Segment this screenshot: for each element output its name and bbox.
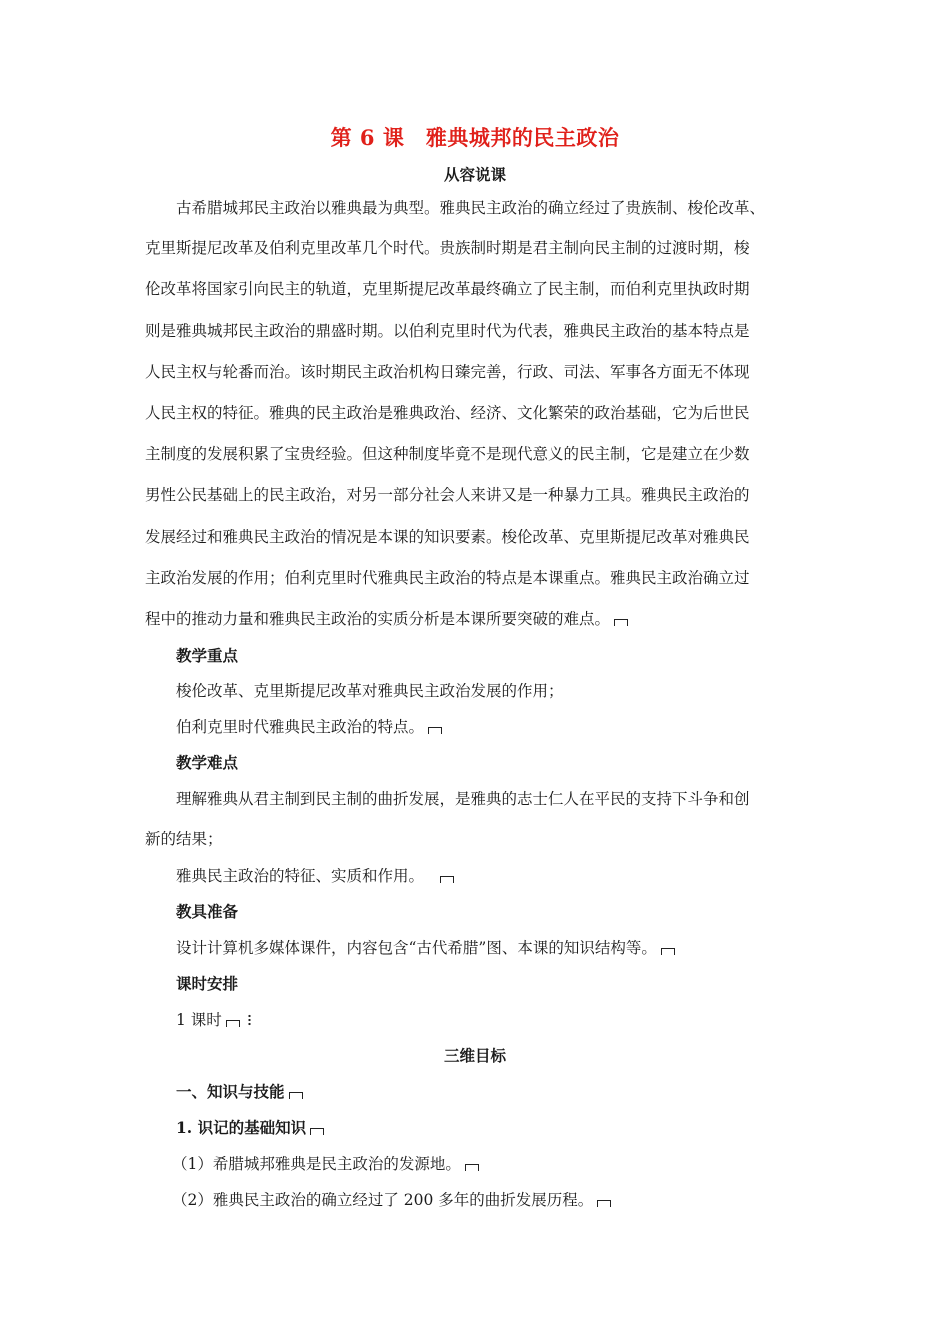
paragraph-mark-icon [661,948,675,955]
tools-text-line [176,938,675,958]
difficulty-line [176,866,454,886]
intro-paragraph-line: 男性公民基础上的民主政治，对另一部分社会人来讲又是一种暴力工具。雅典民主政治的 [145,486,750,504]
lesson-title: 第 6 课 雅典城邦的民主政治 [330,125,620,150]
anchor-dots-icon [248,1014,251,1026]
key-point-item [176,717,442,737]
objective-item-text: （1）希腊城邦雅典是民主政治的发源地。 [172,1155,461,1173]
objective-item [172,1154,479,1174]
difficulty-text: 雅典民主政治的特征、实质和作用。 [176,867,425,885]
intro-paragraph-line: 克里斯提尼改革及伯利克里改革几个时代。贵族制时期是君主制向民主制的过渡时期，梭 [145,239,750,257]
key-point-text: 伯利克里时代雅典民主政治的特点。 [176,718,425,736]
tools-text: 设计计算机多媒体课件，内容包含“古代希腊”图、本课的知识结构等。 [176,939,657,957]
paragraph-mark-icon [614,619,628,626]
intro-paragraph-line-last [145,609,628,629]
objective-item-text: （2）雅典民主政治的确立经过了 200 多年的曲折发展历程。 [172,1191,594,1209]
objective-1-subheading-text: 1. 识记的基础知识 [176,1118,307,1137]
schedule-heading: 课时安排 [176,974,239,993]
objective-1-heading-text: 一、知识与技能 [176,1082,285,1101]
objective-item [172,1190,611,1210]
objectives-heading: 三维目标 [443,1046,506,1065]
objective-1-subheading [176,1118,324,1138]
paragraph-mark-icon [310,1128,324,1135]
intro-paragraph-line: 则是雅典城邦民主政治的鼎盛时期。以伯利克里时代为代表，雅典民主政治的基本特点是 [145,322,750,340]
difficulties-heading: 教学难点 [176,753,239,772]
intro-paragraph-line: 主制度的发展积累了宝贵经验。但这种制度毕竟不是现代意义的民主制，它是建立在少数 [145,445,750,463]
intro-paragraph-text: 程中的推动力量和雅典民主政治的实质分析是本课所要突破的难点。 [145,610,611,628]
intro-paragraph-line: 主政治发展的作用；伯利克里时代雅典民主政治的特点是本课重点。雅典民主政治确立过 [145,569,750,587]
objective-1-heading [176,1082,303,1102]
difficulty-line: 理解雅典从君主制到民主制的曲折发展，是雅典的志士仁人在平民的支持下斗争和创 [176,790,750,808]
difficulty-line: 新的结果； [145,830,223,848]
intro-paragraph-line: 人民主权的特征。雅典的民主政治是雅典政治、经济、文化繁荣的政治基础，它为后世民 [145,404,750,422]
intro-paragraph-line: 古希腊城邦民主政治以雅典最为典型。雅典民主政治的确立经过了贵族制、梭伦改革、 [176,199,766,217]
tools-heading: 教具准备 [176,902,239,921]
intro-paragraph-line: 伦改革将国家引向民主的轨道，克里斯提尼改革最终确立了民主制，而伯利克里执政时期 [145,280,750,298]
key-points-heading: 教学重点 [176,646,239,665]
section-heading-intro: 从容说课 [443,165,506,184]
paragraph-mark-icon [440,876,454,883]
schedule-text: 1 课时 [176,1011,222,1029]
schedule-text-line [176,1010,251,1030]
paragraph-mark-icon [597,1200,611,1207]
paragraph-mark-icon [465,1164,479,1171]
key-point-item: 梭伦改革、克里斯提尼改革对雅典民主政治发展的作用； [176,682,564,700]
intro-paragraph-line: 发展经过和雅典民主政治的情况是本课的知识要素。梭伦改革、克里斯提尼改革对雅典民 [145,528,750,546]
paragraph-mark-icon [428,727,442,734]
intro-paragraph-line: 人民主权与轮番而治。该时期民主政治机构日臻完善，行政、司法、军事各方面无不体现 [145,363,750,381]
paragraph-mark-icon [289,1092,303,1099]
paragraph-mark-icon [226,1020,240,1027]
